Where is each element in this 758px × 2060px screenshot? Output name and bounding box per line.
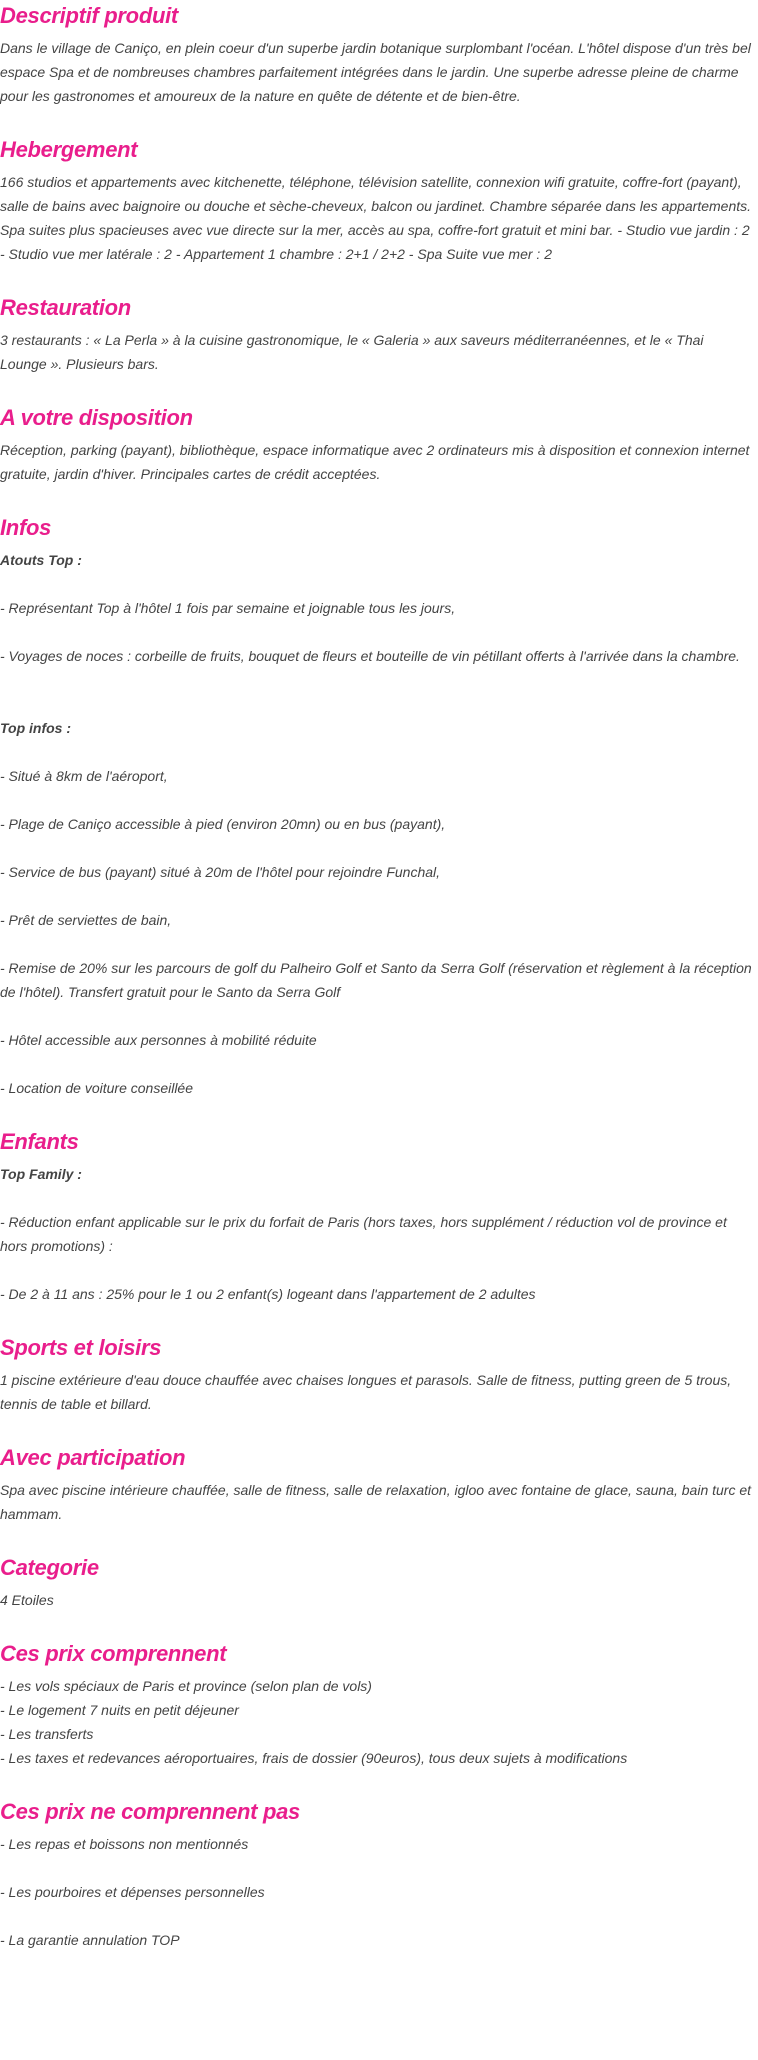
section-title: Ces prix ne comprennent pas — [0, 1799, 300, 1824]
section-text: 166 studios et appartements avec kitchenette, téléphone, télévision satellite, connexion wifi gratuite, coffre-fort (payant), salle de bains avec baignoire ou douche et sèche-cheveux, balcon ou jardinet. Chambre séparée dans les appartements. Spa suites plus spacieuses avec vue directe sur la mer, accès au spa, coffre-fort gratuit et mini bar. - Studio vue jardin : 2 - Studio vue mer latérale : 2 - Appartement 1 chambre : 2+1 / 2+2 - Spa Suite vue mer : 2 — [0, 174, 752, 262]
section-restauration — [0, 292, 754, 376]
list-item: - Prêt de serviettes de bain, — [0, 912, 172, 928]
list-item: - Réduction enfant applicable sur le prix du forfait de Paris (hors taxes, hors supplément / réduction vol de province et hors promotions) : — [0, 1214, 727, 1254]
section-prix-comprennent — [0, 1638, 754, 1770]
section-title: Sports et loisirs — [0, 1335, 162, 1360]
list-item: - Plage de Caniço accessible à pied (environ 20mn) ou en bus (payant), — [0, 816, 446, 832]
list-item: - Le logement 7 nuits en petit déjeuner — [0, 1702, 239, 1718]
section-title: Hebergement — [0, 137, 138, 162]
section-text: 1 piscine extérieure d'eau douce chauffée avec chaises longues et parasols. Salle de fitness, putting green de 5 trous, tennis de table et billard. — [0, 1372, 732, 1412]
section-title: Enfants — [0, 1129, 79, 1154]
list-item: - Remise de 20% sur les parcours de golf du Palheiro Golf et Santo da Serra Golf (réservation et règlement à la réception de l'hôtel). Transfert gratuit pour le Santo da Serra Golf — [0, 960, 752, 1000]
list-item: - De 2 à 11 ans : 25% pour le 1 ou 2 enfant(s) logeant dans l'appartement de 2 adultes — [0, 1286, 536, 1302]
list-item: - Représentant Top à l'hôtel 1 fois par semaine et joignable tous les jours, — [0, 600, 456, 616]
list-item: - Les taxes et redevances aéroportuaires, frais de dossier (90euros), tous deux sujets à modifications — [0, 1750, 628, 1766]
list-item: - Service de bus (payant) situé à 20m de l'hôtel pour rejoindre Funchal, — [0, 864, 441, 880]
list-item: - Les pourboires et dépenses personnelles — [0, 1884, 265, 1900]
list-item: - Les repas et boissons non mentionnés — [0, 1836, 249, 1852]
section-hebergement — [0, 134, 754, 266]
section-title: Descriptif produit — [0, 3, 178, 28]
top-infos-label: Top infos : — [0, 720, 72, 736]
section-text: 4 Etoiles — [0, 1592, 54, 1608]
section-title: A votre disposition — [0, 405, 193, 430]
list-item: - Situé à 8km de l'aéroport, — [0, 768, 168, 784]
section-disposition — [0, 402, 754, 486]
list-item: - Hôtel accessible aux personnes à mobilité réduite — [0, 1032, 317, 1048]
section-title: Categorie — [0, 1555, 99, 1580]
section-title: Restauration — [0, 295, 131, 320]
section-text: Réception, parking (payant), bibliothèque, espace informatique avec 2 ordinateurs mis à disposition et connexion internet gratuite, jardin d'hiver. Principales cartes de crédit acceptées. — [0, 442, 750, 482]
section-text: 3 restaurants : « La Perla » à la cuisine gastronomique, le « Galeria » aux saveurs méditerranéennes, et le « Thai Lounge ». Plusieurs bars. — [0, 332, 704, 372]
top-family-label: Top Family : — [0, 1166, 82, 1182]
list-item: - La garantie annulation TOP — [0, 1932, 180, 1948]
section-infos — [0, 512, 754, 1100]
section-descriptif — [0, 0, 754, 108]
list-item: - Les transferts — [0, 1726, 94, 1742]
atouts-label: Atouts Top : — [0, 552, 82, 568]
list-item: - Les vols spéciaux de Paris et province (selon plan de vols) — [0, 1678, 372, 1694]
section-title: Infos — [0, 515, 52, 540]
section-title: Avec participation — [0, 1445, 186, 1470]
section-text: Dans le village de Caniço, en plein coeur d'un superbe jardin botanique surplombant l'océan. L'hôtel dispose d'un très bel espace Spa et de nombreuses chambres parfaitement intégrées dans le jardin. Une superbe adresse pleine de charme pour les gastronomes et amoureux de la nature en quête de détente et de bien-être. — [0, 40, 751, 104]
section-sports — [0, 1332, 754, 1416]
section-title: Ces prix comprennent — [0, 1641, 227, 1666]
section-text: Spa avec piscine intérieure chauffée, salle de fitness, salle de relaxation, igloo avec fontaine de glace, sauna, bain turc et hammam. — [0, 1482, 752, 1522]
list-item: - Location de voiture conseillée — [0, 1080, 194, 1096]
section-prix-ne-comprennent-pas — [0, 1796, 754, 1952]
list-item: - Voyages de noces : corbeille de fruits, bouquet de fleurs et bouteille de vin pétillant offerts à l'arrivée dans la chambre. — [0, 648, 740, 664]
section-enfants — [0, 1126, 754, 1306]
section-participation — [0, 1442, 754, 1526]
section-categorie — [0, 1552, 754, 1612]
